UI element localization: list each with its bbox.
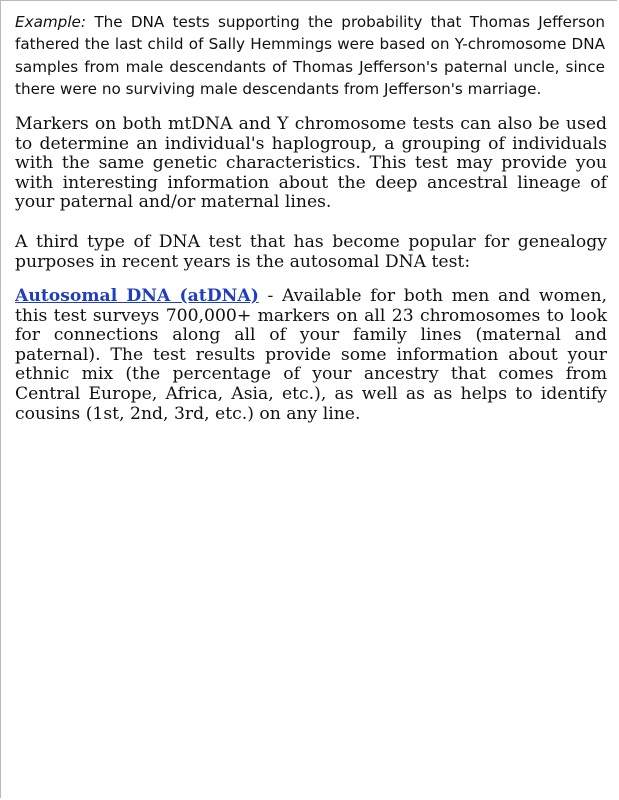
example-label: Example: <box>15 13 87 31</box>
autosomal-dna-link[interactable]: Autosomal DNA (atDNA) <box>15 286 259 306</box>
example-paragraph <box>15 11 605 101</box>
autosomal-intro-paragraph: A third type of DNA test that has become popular for genealogy purposes in recent years is the autosomal DNA test: <box>15 232 607 272</box>
autosomal-description: - Available for both men and women, this test surveys 700,000+ markers on all 23 chromosomes to look for connections along all of your family lines (maternal and paternal). The test results provide some information about your ethnic mix (the percentage of your ancestry that comes from Central Europe, Africa, Asia, etc.), as well as as helps to identify cousins (1st, 2nd, 3rd, etc.) on any line. <box>15 286 607 424</box>
haplogroup-paragraph: Markers on both mtDNA and Y chromosome tests can also be used to determine an individual's haplogroup, a grouping of individuals with the same genetic characteristics. This test may provide you with interesting information about the deep ancestral lineage of your paternal and/or maternal lines. <box>15 114 607 213</box>
autosomal-paragraph <box>15 287 607 424</box>
example-text: The DNA tests supporting the probability that Thomas Jefferson fathered the last child of Sally Hemmings were based on Y-chromosome DNA samples from male descendants of Thomas Jefferson's paternal uncle, since there were no surviving male descendants from Jefferson's marriage. <box>15 13 605 99</box>
